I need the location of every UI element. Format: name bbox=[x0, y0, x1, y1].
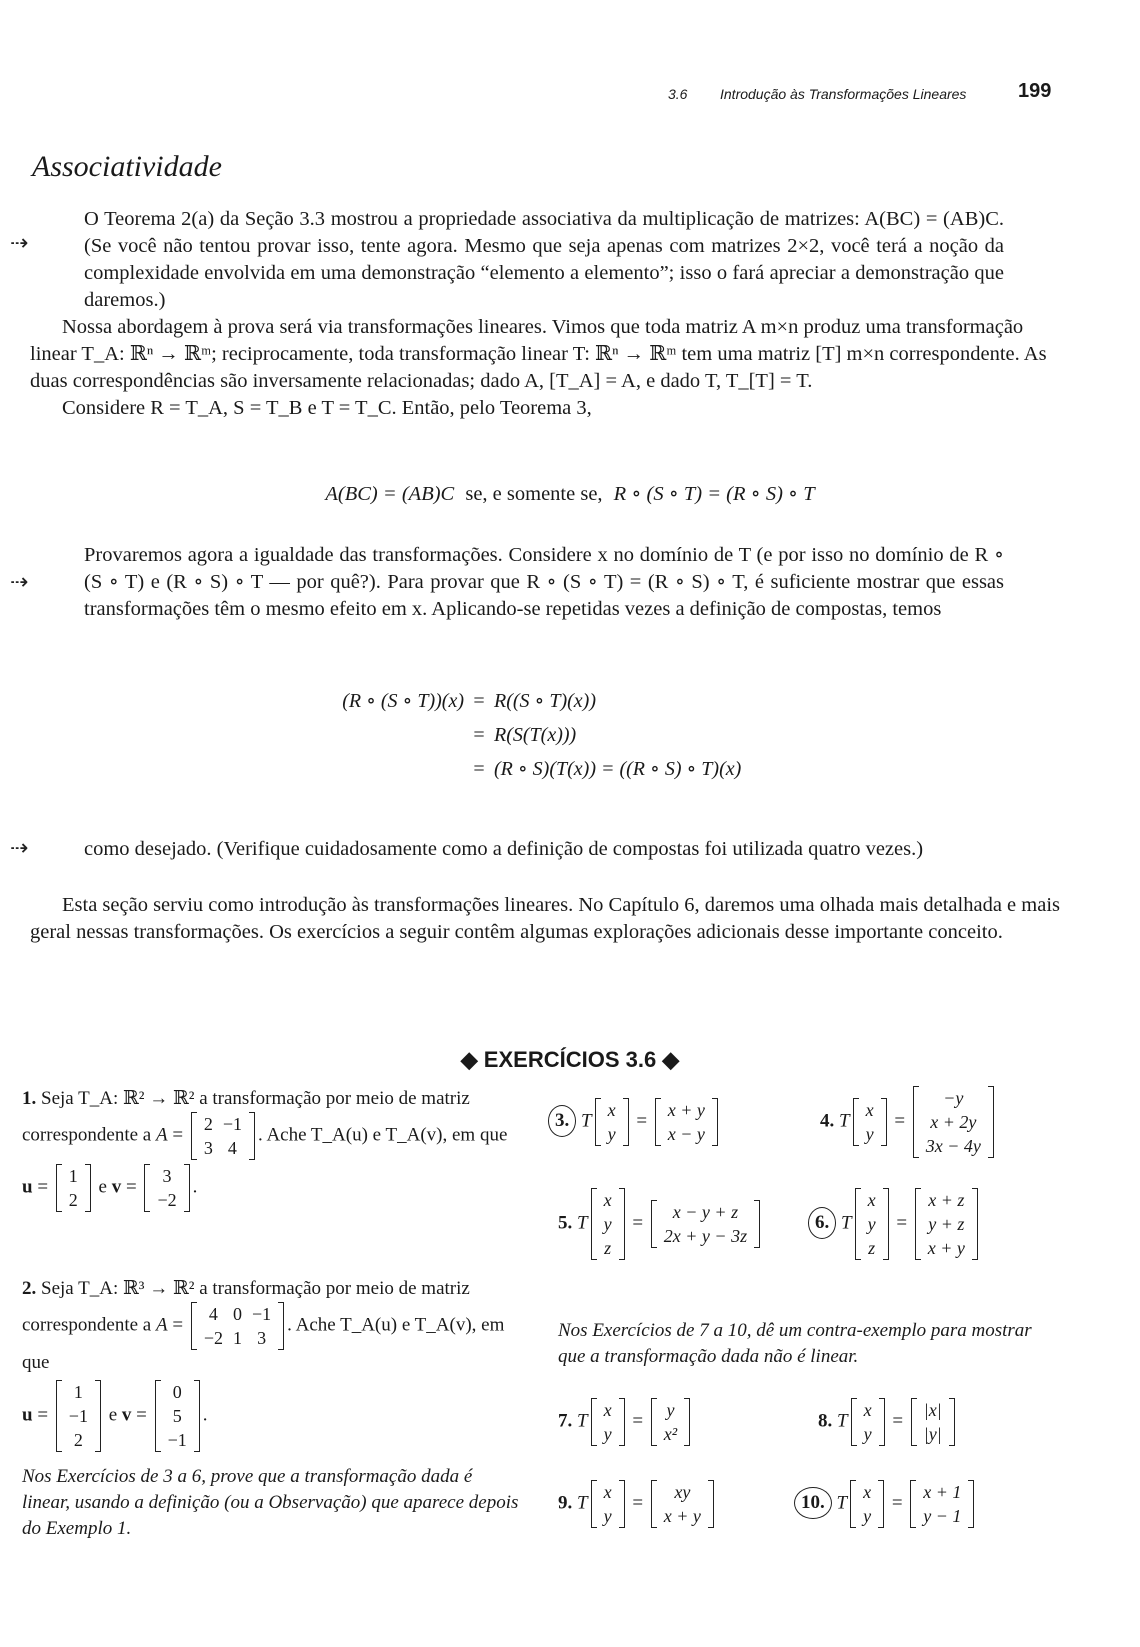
matrix-entry: 4 bbox=[227, 1138, 237, 1158]
matrix-entry: |y| bbox=[923, 1424, 942, 1444]
input-vector bbox=[851, 1398, 885, 1446]
matrix-entry: x bbox=[607, 1100, 616, 1120]
matrix-entry: x bbox=[863, 1482, 872, 1502]
matrix-entry: −1 bbox=[68, 1406, 88, 1426]
matrix-entry: 2 bbox=[68, 1190, 78, 1210]
output-vector bbox=[651, 1200, 760, 1248]
exercise-3: 3. T x y = x + y x − y bbox=[548, 1098, 721, 1146]
input-vector bbox=[850, 1480, 884, 1528]
matrix-entry: −y bbox=[943, 1088, 964, 1108]
vector-u bbox=[56, 1164, 91, 1212]
matrix-entry: y bbox=[865, 1124, 874, 1144]
exercise-equation: A = bbox=[156, 1124, 184, 1146]
output-vector bbox=[655, 1098, 718, 1146]
matrix-entry: y bbox=[863, 1506, 872, 1526]
exercise-number: 7. bbox=[558, 1410, 573, 1432]
matrix-entry: −1 bbox=[167, 1430, 187, 1450]
matrix-entry: y bbox=[603, 1506, 612, 1526]
equation-left: A(BC) = (AB)C bbox=[325, 483, 455, 505]
exercise-number: 6. bbox=[808, 1207, 836, 1239]
matrix-entry: x + y bbox=[667, 1100, 705, 1120]
output-vector bbox=[913, 1086, 994, 1158]
exercise-number: 9. bbox=[558, 1492, 573, 1514]
exercise-7: 7. T x y = y x² bbox=[558, 1398, 693, 1446]
matrix-entry: x + y bbox=[927, 1238, 965, 1258]
matrix-entry: x bbox=[603, 1482, 612, 1502]
matrix-entry: y bbox=[603, 1214, 612, 1234]
input-vector bbox=[855, 1188, 889, 1260]
matrix-entry: 0 bbox=[232, 1304, 242, 1324]
matrix-entry: 1 bbox=[68, 1166, 78, 1186]
page-number: 199 bbox=[1018, 80, 1052, 102]
display-equation bbox=[0, 481, 1140, 506]
exercise-number: 10. bbox=[794, 1487, 832, 1519]
matrix-entry: z bbox=[868, 1238, 876, 1258]
exercise-9: 9. T x y = xy x + y bbox=[558, 1480, 717, 1528]
matrix-entry: |x| bbox=[923, 1400, 942, 1420]
exercise-number: 2. bbox=[22, 1278, 37, 1299]
derivation-rhs: R(S(T(x))) bbox=[494, 724, 577, 746]
matrix-A bbox=[191, 1302, 284, 1350]
matrix-entry: x + 1 bbox=[923, 1482, 962, 1502]
matrix-entry: 3 bbox=[203, 1138, 213, 1158]
matrix-entry: 4 bbox=[208, 1304, 218, 1324]
exercise-number: 5. bbox=[558, 1212, 573, 1234]
equals-sign: = bbox=[473, 724, 485, 746]
matrix-entry: y + z bbox=[928, 1214, 965, 1234]
derivation-block bbox=[318, 684, 741, 786]
exercises-heading: ◆ EXERCÍCIOS 3.6 ◆ bbox=[460, 1047, 680, 1072]
paragraph-text: Provaremos agora a igualdade das transformações. Considere x no domínio de T (e por isso no domínio de R ∘ (S ∘ T) e (R ∘ S) ∘ T — por quê?). Para provar que R ∘ (S ∘ T) = (R ∘ S) ∘ T, é suficiente mostrar que essas transformações têm o mesmo efeito em x. Aplicando-se repetidas vezes a definição de compostas, temos bbox=[84, 544, 1004, 620]
exercise-text: Seja T_A: ℝ² → ℝ² a transformação por meio de matriz correspondente a bbox=[22, 1088, 470, 1146]
matrix-entry: 1 bbox=[73, 1382, 83, 1402]
matrix-entry: y bbox=[607, 1124, 616, 1144]
exercise-4: 4. T x y = −y x + 2y 3x − 4y bbox=[820, 1086, 997, 1158]
vector-v bbox=[155, 1380, 200, 1452]
input-vector bbox=[591, 1188, 625, 1260]
output-vector bbox=[910, 1480, 974, 1528]
vector-v bbox=[144, 1164, 189, 1212]
matrix-entry: 2 bbox=[73, 1430, 83, 1450]
exercise-equation: A = bbox=[156, 1314, 184, 1336]
input-vector bbox=[591, 1398, 625, 1446]
instruction-note-3-6: Nos Exercícios de 3 a 6, prove que a transformação dada é linear, usando a definição (ou a Observação) que aparece depois do Exemplo 1. bbox=[22, 1466, 519, 1539]
exercise-10: 10. T x y = x + 1 y − 1 bbox=[794, 1480, 977, 1528]
input-vector bbox=[853, 1098, 887, 1146]
matrix-entry: x + y bbox=[663, 1506, 701, 1526]
exercise-5: 5. T x y z = x − y + z 2x + y − 3z bbox=[558, 1188, 763, 1260]
matrix-entry: y bbox=[666, 1400, 675, 1420]
matrix-entry: x + z bbox=[928, 1190, 965, 1210]
exercise-8: 8. T x y = |x| |y| bbox=[818, 1398, 958, 1446]
output-vector bbox=[651, 1480, 714, 1528]
instruction-note-7-10: Nos Exercícios de 7 a 10, dê um contra-exemplo para mostrar que a transformação dada não é linear. bbox=[558, 1320, 1032, 1367]
vectors-line: u = 1 2 e v = 3 −2 . bbox=[22, 1166, 198, 1210]
derivation-row bbox=[318, 718, 741, 752]
matrix-entry: 2 bbox=[203, 1114, 213, 1134]
equals-sign: = bbox=[473, 758, 485, 780]
equation-connector: se, e somente se, bbox=[465, 483, 603, 505]
paragraph-conclusion: como desejado. (Verifique cuidadosamente como a definição de compostas foi utilizada quatro vezes.) bbox=[84, 838, 924, 860]
output-vector bbox=[915, 1188, 978, 1260]
derivation-lhs: (R ∘ (S ∘ T))(x) bbox=[342, 690, 464, 712]
running-header-title: Introdução às Transformações Lineares bbox=[720, 86, 967, 102]
matrix-entry: x² bbox=[663, 1424, 678, 1444]
exercise-number: 3. bbox=[548, 1105, 576, 1137]
matrix-entry: 2x + y − 3z bbox=[663, 1226, 748, 1246]
matrix-entry: x bbox=[867, 1190, 876, 1210]
vectors-line: u = 1 −1 2 e v = 0 5 −1 . bbox=[22, 1382, 208, 1450]
matrix-entry: x bbox=[603, 1400, 612, 1420]
matrix-entry: x bbox=[865, 1100, 874, 1120]
derivation-row bbox=[318, 684, 741, 718]
paragraph-text: Nossa abordagem à prova será via transformações lineares. Vimos que toda matriz A m×n produz uma transformação linear T_A: ℝⁿ → ℝᵐ; reciprocamente, toda transformação linear T: ℝⁿ → ℝᵐ tem uma matriz [T] m×n correspondente. As duas correspondências são inversamente relacionadas; dado A, [T_A] = A, e dado T, T_[T] = T. bbox=[30, 316, 1047, 392]
matrix-entry: −1 bbox=[251, 1304, 272, 1324]
matrix-entry: z bbox=[604, 1238, 612, 1258]
exercise-2: 2. Seja T_A: ℝ³ → ℝ² a transformação por meio de matriz correspondente a A = 4 0 −1 −2 1 3 . Ache T_A(u) e T_A(v), em que u = 1 −1 2 e v = 0 5 −1 . bbox=[22, 1276, 522, 1452]
matrix-entry: y bbox=[603, 1424, 612, 1444]
equation-right: R ∘ (S ∘ T) = (R ∘ S) ∘ T bbox=[613, 483, 815, 505]
exercise-6: 6. T x y z = x + z y + z x + y bbox=[808, 1188, 981, 1260]
exercise-number: 8. bbox=[818, 1410, 833, 1432]
matrix-entry: y bbox=[867, 1214, 876, 1234]
matrix-entry: x bbox=[603, 1190, 612, 1210]
exercise-1: 1. Seja T_A: ℝ² → ℝ² a transformação por meio de matriz correspondente a A = 2 −1 3 4 . Ache T_A(u) e T_A(v), em que u = 1 2 e v = 3 −2 . bbox=[22, 1086, 522, 1212]
exercise-text: Ache T_A(u) e T_A(v), em que bbox=[22, 1314, 505, 1373]
matrix-entry: 0 bbox=[172, 1382, 182, 1402]
matrix-entry: x − y bbox=[667, 1124, 705, 1144]
paragraph-proof bbox=[84, 542, 1004, 623]
matrix-entry: 5 bbox=[172, 1406, 182, 1426]
equals-sign: = bbox=[473, 690, 485, 712]
matrix-entry: y bbox=[863, 1424, 872, 1444]
margin-arrow-icon: ⇢ bbox=[10, 836, 29, 861]
matrix-entry: −1 bbox=[222, 1114, 242, 1134]
matrix-A bbox=[191, 1112, 255, 1160]
matrix-entry: y − 1 bbox=[923, 1506, 962, 1526]
output-vector bbox=[911, 1398, 955, 1446]
running-header-section: 3.6 bbox=[668, 86, 688, 102]
output-vector bbox=[651, 1398, 690, 1446]
derivation-rhs: (R ∘ S)(T(x)) = ((R ∘ S) ∘ T)(x) bbox=[494, 758, 742, 780]
derivation-lhs bbox=[318, 718, 472, 752]
matrix-entry: 3 bbox=[257, 1328, 267, 1348]
paragraph-summary: Esta seção serviu como introdução às transformações lineares. No Capítulo 6, daremos uma olhada mais detalhada e mais geral nessas transformações. Os exercícios a seguir contêm algumas explorações adicionais desse importante conceito. bbox=[30, 894, 1060, 943]
matrix-entry: x bbox=[863, 1400, 872, 1420]
matrix-entry: 3 bbox=[162, 1166, 172, 1186]
paragraph-theorem bbox=[84, 206, 1004, 314]
matrix-entry: 3x − 4y bbox=[925, 1136, 981, 1156]
matrix-entry: 1 bbox=[232, 1328, 242, 1348]
section-heading: Associatividade bbox=[32, 150, 222, 183]
paragraph-text: O Teorema 2(a) da Seção 3.3 mostrou a propriedade associativa da multiplicação de matrizes: A(BC) = (AB)C. (Se você não tentou provar isso, tente agora. Mesmo que seja apenas com matrizes 2×2, você terá a noção da complexidade envolvida em uma demonstração “elemento a elemento”; isso o fará apreciar a demonstração que daremos.) bbox=[84, 208, 1004, 311]
derivation-lhs bbox=[318, 752, 472, 786]
matrix-entry: −2 bbox=[203, 1328, 223, 1348]
exercise-number: 4. bbox=[820, 1110, 835, 1132]
derivation-row bbox=[318, 752, 741, 786]
input-vector bbox=[595, 1098, 629, 1146]
matrix-entry: x − y + z bbox=[672, 1202, 739, 1222]
margin-arrow-icon: ⇢ bbox=[10, 231, 29, 256]
matrix-entry: xy bbox=[674, 1482, 691, 1502]
margin-arrow-icon: ⇢ bbox=[10, 570, 29, 595]
matrix-entry: −2 bbox=[157, 1190, 177, 1210]
derivation-rhs: R((S ∘ T)(x)) bbox=[494, 690, 596, 712]
exercise-number: 1. bbox=[22, 1088, 37, 1109]
paragraph-text: Considere R = T_A, S = T_B e T = T_C. Então, pelo Teorema 3, bbox=[62, 397, 592, 419]
exercise-text: Seja T_A: ℝ³ → ℝ² a transformação por meio de matriz correspondente a bbox=[22, 1278, 470, 1336]
paragraph-approach bbox=[30, 314, 1060, 422]
matrix-entry: x + 2y bbox=[930, 1112, 977, 1132]
exercise-text: Ache T_A(u) e T_A(v), em que bbox=[266, 1124, 508, 1146]
input-vector bbox=[591, 1480, 625, 1528]
vector-u bbox=[56, 1380, 101, 1452]
